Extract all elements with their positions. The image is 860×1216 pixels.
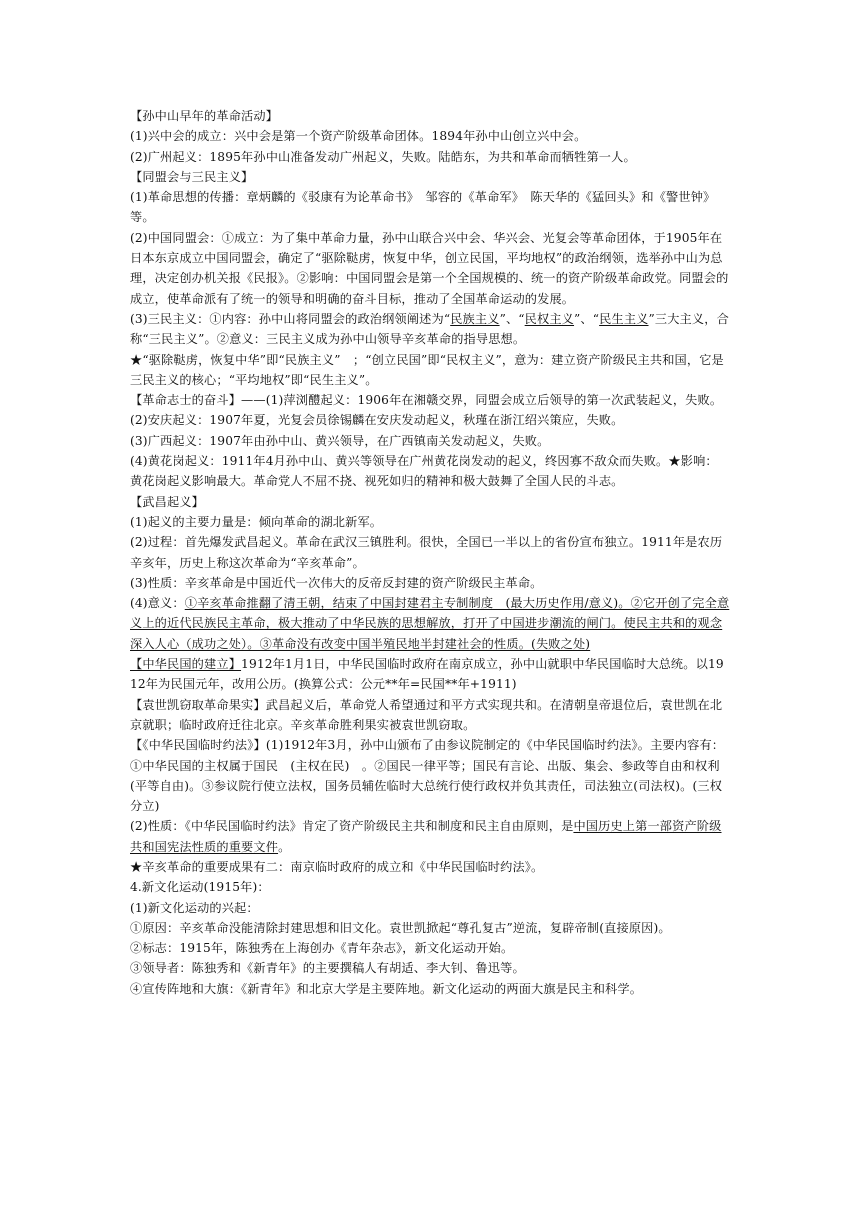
text-segment: ④宣传阵地和大旗：《新青年》和北京大学是主要阵地。新文化运动的两面大旗是民主和科学。 <box>130 981 643 996</box>
text-line-l25 <box>130 918 730 938</box>
text-line-l01 <box>130 106 730 126</box>
text-segment: (4)意义： <box>130 596 185 611</box>
text-segment: (3)三民主义：①内容：孙中山将同盟会的政治纲领阐述为“ <box>130 311 451 326</box>
text-segment: (2)安庆起义：1907年夏，光复会员徐锡麟在安庆发动起义，秋瑾在浙江绍兴策应，失败。 <box>130 413 624 428</box>
text-line-l11 <box>130 431 730 451</box>
text-segment: ”、“ <box>499 311 525 326</box>
text-line-l23 <box>130 877 730 897</box>
text-segment: ③领导者：陈独秀和《新青年》的主要撰稿人有胡适、李大钊、鲁迅等。 <box>130 961 525 976</box>
text-segment: (1)兴中会的成立：兴中会是第一个资产阶级革命团体。1894年孙中山创立兴中会。 <box>130 129 587 144</box>
text-segment: (1)新文化运动的兴起： <box>130 900 259 915</box>
text-segment: (1)起义的主要力量是：倾向革命的湖北新军。 <box>130 514 383 529</box>
text-segment: 4.新文化运动(1915年)： <box>130 880 270 895</box>
text-line-l14 <box>130 512 730 532</box>
text-segment: (2)中国同盟会：①成立：为了集中革命力量，孙中山联合兴中会、华兴会、光复会等革命团体，于1905年在日本东京成立中国同盟会，确定了“驱除鞑虏，恢复中华，创立民国，平均地权”的政治纲领，选举孙中山为总理，决定创办机关报《民报》。②影响：中国同盟会是第一个全国规模的、统一的资产阶级革命政党。同盟会的成立，使革命派有了统一的领导和明确的奋斗目标，推动了全国革命运动的发展。 <box>130 230 729 306</box>
text-segment: ②标志：1915年，陈独秀在上海创办《青年杂志》，新文化运动开始。 <box>130 941 514 956</box>
text-line-l15 <box>130 532 730 573</box>
text-line-l17 <box>130 593 730 654</box>
text-segment: 民生主义 <box>599 311 649 326</box>
text-segment: ①原因：辛亥革命没能清除封建思想和旧文化。袁世凯掀起“尊孔复古”逆流，复辟帝制(直接原因)。 <box>130 920 671 935</box>
text-line-l06 <box>130 228 730 309</box>
text-line-l28 <box>130 979 730 999</box>
text-segment: 【武昌起义】 <box>130 494 205 509</box>
text-line-l19 <box>130 695 730 736</box>
text-segment: 【革命志士的奋斗】——(1)萍浏醴起义：1906年在湘赣交界，同盟会成立后领导的第一次武装起义，失败。 <box>130 393 723 408</box>
text-segment: 1912年1月1日，中华民国临时政府在南京成立，孙中山就职中华民国临时大总统。以1912年为民国元年，改用公历。(换算公式：公元**年=民国**年+1911) <box>130 657 724 692</box>
text-segment: 中国历史上第一部资产阶级共和国宪法性质的重要文件 <box>130 819 722 854</box>
text-line-l13 <box>130 492 730 512</box>
text-line-l12 <box>130 451 730 492</box>
text-segment: (2)性质：《中华民国临时约法》肯定了资产阶级民主共和制度和民主自由原则，是 <box>130 819 574 834</box>
text-segment: (2)过程：首先爆发武昌起义。革命在武汉三镇胜利。很快，全国已一半以上的省份宣布独立。1911年是农历辛亥年，历史上称这次革命为“辛亥革命”。 <box>130 535 723 570</box>
text-segment: ★辛亥革命的重要成果有二：南京临时政府的成立和《中华民国临时约法》。 <box>130 859 544 874</box>
text-line-l09 <box>130 390 730 410</box>
text-segment: 民权主义 <box>524 311 575 326</box>
text-segment: 【袁世凯窃取革命果实】武昌起义后，革命党人希望通过和平方式实现共和。在清朝皇帝退位后，袁世凯在北京就职；临时政府迁往北京。辛亥革命胜利果实被袁世凯窃取。 <box>130 697 723 732</box>
text-segment: (2)广州起义：1895年孙中山准备发动广州起义，失败。陆皓东，为共和革命而牺牲第一人。 <box>130 149 636 164</box>
text-line-l20 <box>130 735 730 816</box>
text-line-l21 <box>130 816 730 857</box>
text-line-l10 <box>130 410 730 430</box>
text-segment: 民族主义 <box>450 311 500 326</box>
text-segment: 。 <box>278 839 291 854</box>
text-segment: 【同盟会与三民主义】 <box>130 169 254 184</box>
text-line-l02 <box>130 126 730 146</box>
text-line-l03 <box>130 147 730 167</box>
text-segment: (1)革命思想的传播：章炳麟的《驳康有为论革命书》 邹容的《革命军》 陈天华的《猛回头》和《警世钟》等。 <box>130 190 716 225</box>
text-segment: 【中华民国的建立】 <box>130 657 242 672</box>
text-segment: (4)黄花岗起义：1911年4月孙中山、黄兴等领导在广州黄花岗发动的起义，终因寡不敌众而失败。★影响：黄花岗起义影响最大。革命党人不屈不挠、视死如归的精神和极大鼓舞了全国人民的斗志。 <box>130 454 718 489</box>
text-line-l22 <box>130 857 730 877</box>
text-line-l24 <box>130 898 730 918</box>
text-line-l07 <box>130 309 730 350</box>
text-line-l26 <box>130 938 730 958</box>
text-segment: (3)性质：辛亥革命是中国近代一次伟大的反帝反封建的资产阶级民主革命。 <box>130 575 543 590</box>
text-line-l18 <box>130 654 730 695</box>
text-line-l27 <box>130 958 730 978</box>
text-segment: ①辛亥革命推翻了清王朝，结束了中国封建君主专制制度 (最大历史作用/意义)。②它开创了完全意义上的近代民族民主革命，极大推动了中华民族的思想解放，打开了中国进步潮流的闸门。使民主共和的观念深入人心（成功之处）。③革命没有改变中国半殖民地半封建社会的性质。(失败之处) <box>130 596 730 651</box>
text-segment: ★“驱除鞑虏，恢复中华”即“民族主义” ；“创立民国”即“民权主义”，意为：建立资产阶级民主共和国，它是三民主义的核心；“平均地权”即“民生主义”。 <box>130 352 724 387</box>
text-segment: 【孙中山早年的革命活动】 <box>130 109 279 123</box>
text-segment: 【《中华民国临时约法》】(1)1912年3月，孙中山颁布了由参议院制定的《中华民国临时约法》。主要内容有：①中华民国的主权属于国民 (主权在民) 。②国民一律平等；国民有言论、出版、集会、参政等自由和权利(平等自由)。③参议院行使立法权，国务员辅佐临时大总统行使行政权并负其责任，司法独立(司法权)。(三权分立) <box>130 738 725 814</box>
text-segment: ”、“ <box>574 311 600 326</box>
text-line-l04 <box>130 167 730 187</box>
text-line-l05 <box>130 187 730 228</box>
text-segment: ”三大主义，合称“三民主义”。②意义：三民主义成为孙中山领导辛亥革命的指导思想。 <box>130 311 729 347</box>
document-body <box>130 106 730 999</box>
text-line-l08 <box>130 350 730 391</box>
text-segment: (3)广西起义：1907年由孙中山、黄兴领导，在广西镇南关发动起义，失败。 <box>130 433 550 448</box>
text-line-l16 <box>130 573 730 593</box>
